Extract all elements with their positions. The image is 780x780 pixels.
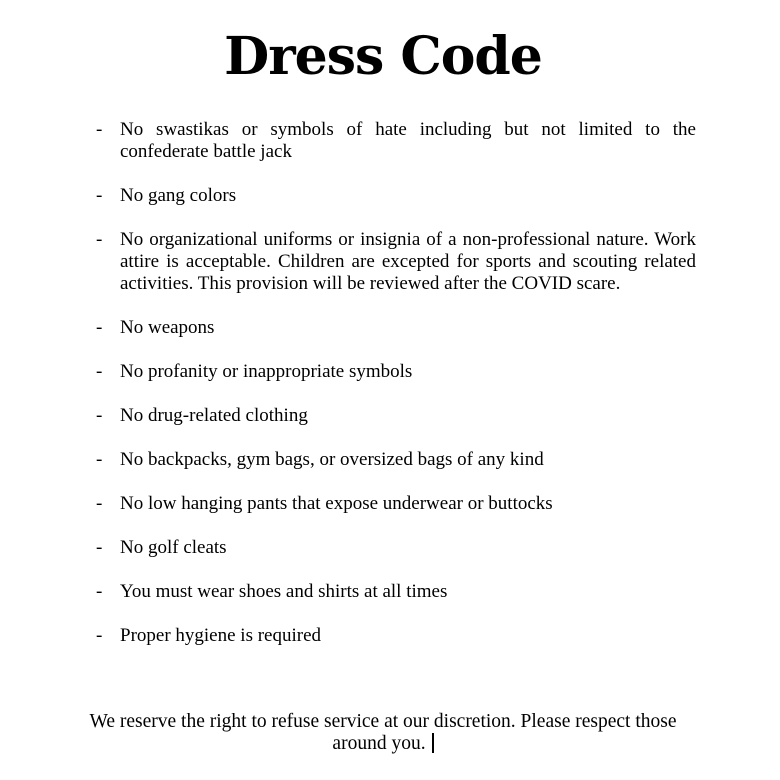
list-item	[92, 493, 696, 515]
page-title: Dress Code	[224, 26, 542, 87]
list-item	[92, 581, 696, 603]
bullet-dash: -	[96, 119, 103, 140]
list-item	[92, 625, 696, 647]
rule-text: No gang colors	[120, 185, 237, 206]
rule-text: No weapons	[120, 317, 215, 338]
bullet-dash: -	[96, 229, 103, 250]
bullet-dash: -	[96, 449, 103, 470]
rule-text: No golf cleats	[120, 537, 227, 558]
list-item	[92, 229, 696, 295]
bullet-dash: -	[96, 493, 103, 514]
rule-text: No organizational uniforms or insignia of a non-professional nature. Work attire is acceptable. Children are excepted for sports and scouting related activities. This provision will be reviewed after the COVID scare.	[120, 229, 696, 294]
footer-note	[80, 711, 686, 755]
rule-text: You must wear shoes and shirts at all times	[120, 581, 448, 602]
rule-text: No drug-related clothing	[120, 405, 308, 426]
bullet-dash: -	[96, 361, 103, 382]
list-item	[92, 405, 696, 427]
bullet-dash: -	[96, 537, 103, 558]
text-cursor	[432, 733, 434, 753]
list-item	[92, 185, 696, 207]
bullet-dash: -	[96, 317, 103, 338]
bullet-dash: -	[96, 405, 103, 426]
list-item	[92, 119, 696, 163]
rule-text: Proper hygiene is required	[120, 625, 322, 646]
footer-text: We reserve the right to refuse service at our discretion. Please respect those around you.	[89, 711, 677, 754]
bullet-dash: -	[96, 625, 103, 646]
bullet-dash: -	[96, 185, 103, 206]
rule-text: No backpacks, gym bags, or oversized bags of any kind	[120, 449, 544, 470]
list-item	[92, 361, 696, 383]
list-item	[92, 449, 696, 471]
rule-text: No swastikas or symbols of hate including but not limited to the confederate battle jack	[120, 119, 696, 162]
rule-text: No low hanging pants that expose underwear or buttocks	[120, 493, 553, 514]
list-item	[92, 317, 696, 339]
rules-list	[92, 119, 696, 669]
bullet-dash: -	[96, 581, 103, 602]
list-item	[92, 537, 696, 559]
rule-text: No profanity or inappropriate symbols	[120, 361, 413, 382]
